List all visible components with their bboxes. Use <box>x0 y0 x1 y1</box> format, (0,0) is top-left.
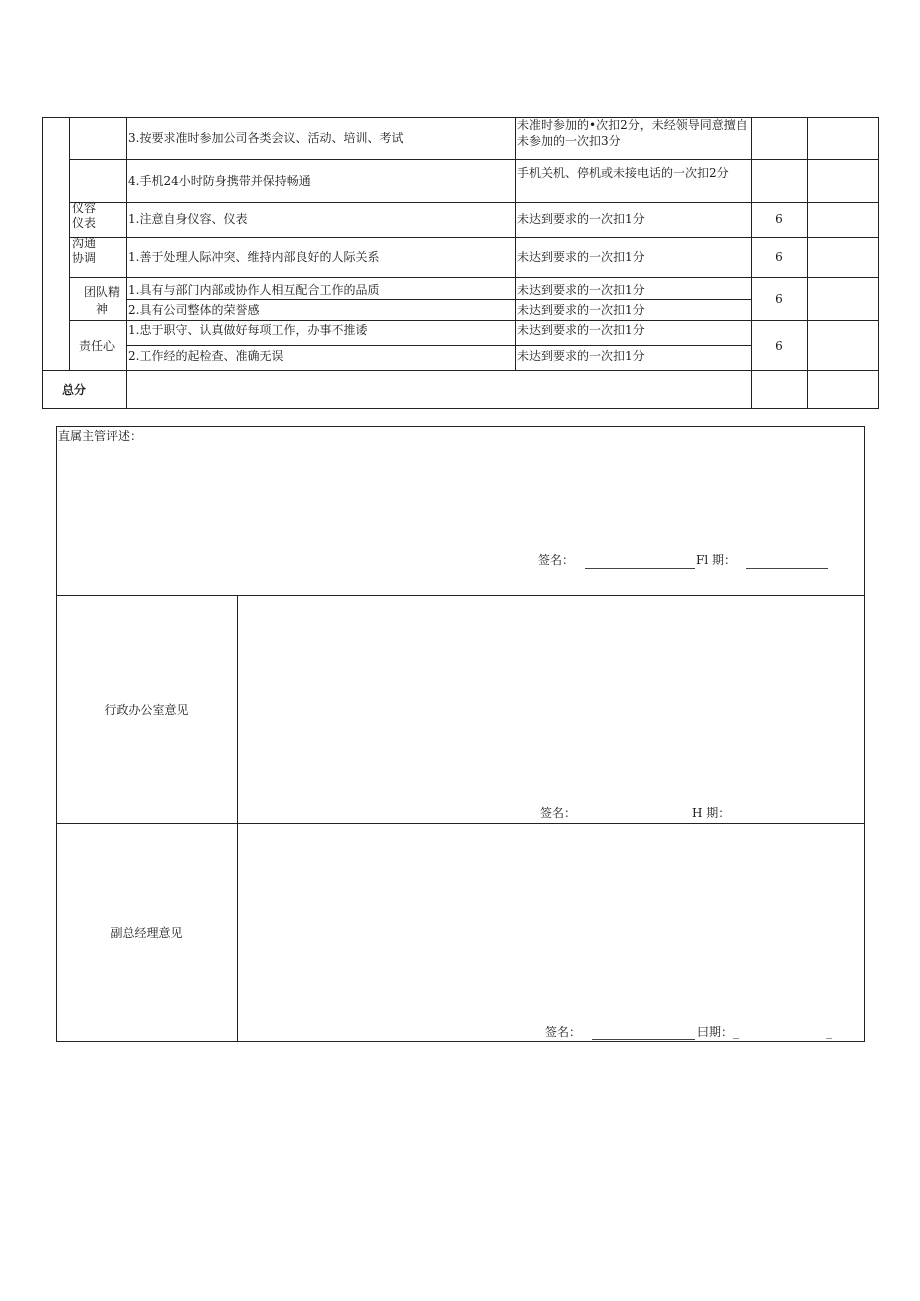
score-value: 6 <box>775 212 783 226</box>
category-label: 团队精神 <box>83 285 120 316</box>
deduction-text: 未达到要求的一次扣1分 <box>517 283 645 297</box>
vice-gm-date-label: 曰期：_ <box>697 1025 740 1039</box>
supervisor-date-label: Fl 期： <box>696 553 736 567</box>
deduction-text: 未准时参加的•次扣2分，未经领导同意擅自未参加的一次扣3分 <box>517 118 748 148</box>
deduction-text: 未达到要求的一次扣1分 <box>517 323 645 337</box>
criterion-text: 2.工作经的起检查、准确无误 <box>128 349 284 363</box>
score-value: 6 <box>775 339 783 353</box>
score-value: 6 <box>775 292 783 306</box>
category-label: 责任心 <box>79 339 116 353</box>
vice-gm-date-tail: _ <box>826 1025 832 1039</box>
criterion-text: 1.注意自身仪容、仪表 <box>128 212 248 226</box>
admin-office-label: 行政办公室意见 <box>104 703 189 717</box>
supervisor-comment-label: 直属主管评述： <box>58 429 143 443</box>
criterion-text: 1.具有与部门内部或协作人相互配合工作的品质 <box>128 283 380 297</box>
vice-gm-sign-label: 签名： <box>545 1025 582 1039</box>
criterion-text: 1.忠于职守、认真做好每项工作，办事不推诿 <box>128 323 368 337</box>
deduction-text: 未达到要求的一次扣1分 <box>517 212 645 226</box>
supervisor-sign-field[interactable] <box>585 568 695 569</box>
criterion-text: 2.具有公司整体的荣誉感 <box>128 303 260 317</box>
criterion-text: 3.按要求准时参加公司各类会议、活动、培训、考试 <box>128 131 404 145</box>
deduction-text: 手机关机、停机或未接电话的一次扣2分 <box>517 166 729 180</box>
supervisor-date-field[interactable] <box>746 568 828 569</box>
category-label: 沟通协调 <box>72 236 97 265</box>
deduction-text: 未达到要求的一次扣1分 <box>517 349 645 363</box>
criterion-text: 1.善于处理人际冲突、维持内部良好的人际关系 <box>128 250 380 264</box>
deduction-text: 未达到要求的一次扣1分 <box>517 303 645 317</box>
vice-gm-label: 副总经理意见 <box>110 926 183 940</box>
vice-gm-sign-field[interactable] <box>592 1039 695 1040</box>
total-label: 总分 <box>62 383 87 397</box>
criterion-text: 4.手机24小时防身携带并保持畅通 <box>128 174 311 188</box>
admin-office-sign-label: 签名： <box>540 806 577 820</box>
deduction-text: 未达到要求的一次扣1分 <box>517 250 645 264</box>
category-label: 仪容仪表 <box>72 201 97 230</box>
supervisor-sign-label: 签名： <box>538 553 575 567</box>
admin-office-date-label: H 期： <box>692 806 731 820</box>
score-value: 6 <box>775 250 783 264</box>
